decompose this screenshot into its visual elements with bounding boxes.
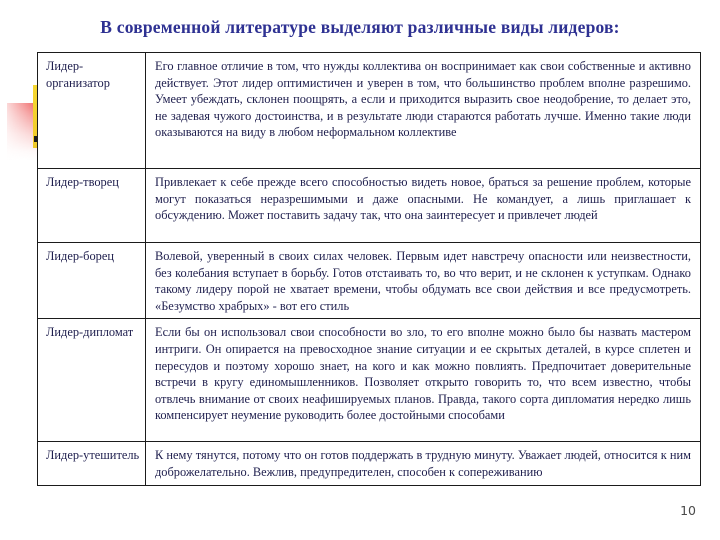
leader-description-cell: Его главное отличие в том, что нужды коллектива он воспринимает как свои собственные и активно действует. Этот лидер оптимистичен и уверен в том, что большинство проблем вполне разрешимо. Умеет убеждать, склонен поощрять, а если и приходится выразить свое неодобрение, то делает это, не задевая чужого достоинства, и в результате люди стараются работать лучше. Именно такие люди оказываются на виду в любом неформальном коллективе [146, 53, 701, 169]
leader-type-cell: Лидер-дипломат [38, 319, 146, 442]
leader-description-cell: Волевой, уверенный в своих силах человек. Первым идет навстречу опасности или неизвестности, без колебания вступает в борьбу. Готов отстаивать то, во что верит, и не склонен к уступкам. Однако такому лидеру порой не хватает времени, чтобы обдумать все свои действия и все предусмотреть. «Безумство храбрых» - вот его стиль [146, 243, 701, 319]
leader-type-cell: Лидер-творец [38, 169, 146, 243]
table-row [38, 243, 701, 319]
leader-types-table [37, 52, 701, 486]
table-row [38, 169, 701, 243]
leader-description-cell: Если бы он использовал свои способности во зло, то его вполне можно было бы назвать мастером интриги. Он опирается на превосходное знание ситуации и ее скрытых деталей, в курсе сплетен и пересудов и поэтому хорошо знает, на кого и как можно повлиять. Предпочитает доверительные встречи в кругу единомышленников. Позволяет открыто говорить то, что всем известно, чтобы отвлечь внимание от своих неафишируемых планов. Правда, такого сорта дипломатия нередко лишь компенсирует неумение руководить более достойными способами [146, 319, 701, 442]
leader-type-cell: Лидер-борец [38, 243, 146, 319]
leader-type-cell: Лидер-организатор [38, 53, 146, 169]
table-row [38, 319, 701, 442]
leader-type-cell: Лидер-утешитель [38, 442, 146, 485]
page-number: 10 [680, 503, 696, 518]
leader-description-cell: Привлекает к себе прежде всего способностью видеть новое, браться за решение проблем, которые могут показаться неразрешимыми и даже опасными. Не командует, а лишь приглашает к обсуждению. Может поставить задачу так, что она заинтересует и привлечет людей [146, 169, 701, 243]
table-row [38, 53, 701, 169]
slide-title: В современной литературе выделяют различные виды лидеров: [100, 17, 620, 37]
table-row [38, 442, 701, 485]
leader-description-cell: К нему тянутся, потому что он готов поддержать в трудную минуту. Уважает людей, относится к ним доброжелательно. Вежлив, предупредителен, способен к сопереживанию [146, 442, 701, 485]
